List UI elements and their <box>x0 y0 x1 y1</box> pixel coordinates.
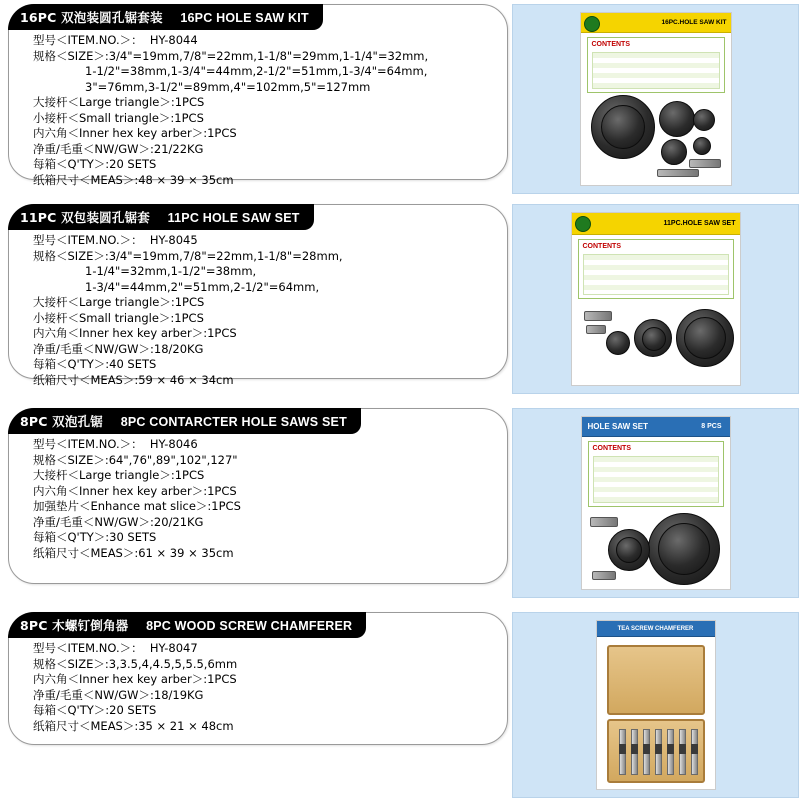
spec-line: 纸箱尺寸＜MEAS＞:61 × 39 × 35cm <box>33 545 234 560</box>
package-badge-3: 8 PCS <box>701 423 722 430</box>
chamferer-bit <box>655 729 662 775</box>
wooden-case-lid <box>607 719 705 783</box>
package-contents-title-3: CONTENTS <box>592 445 631 452</box>
product-block-3 <box>8 408 508 584</box>
hole-saw-blade <box>693 109 715 131</box>
product-title-cn: 8PC 木螺钉倒角器 <box>20 618 129 633</box>
spec-body-2 <box>9 205 507 400</box>
spec-line: 大接杆＜Large triangle＞:1PCS <box>33 95 205 109</box>
package-contents-grid <box>593 456 719 503</box>
spec-card-1 <box>8 4 508 187</box>
spec-line: 每箱＜Q'TY＞:20 SETS <box>33 703 157 717</box>
package-label-2: 11PC.HOLE SAW SET <box>663 220 736 227</box>
package-art-2 <box>571 212 741 386</box>
package-label-1: 16PC.HOLE SAW KIT <box>661 19 727 26</box>
arbor-shaft <box>584 311 612 321</box>
spec-line: 型号＜ITEM.NO.＞： HY-8047 <box>33 641 198 655</box>
hole-saw-blade <box>693 137 711 155</box>
product-title-cn: 16PC 双泡装圆孔锯套装 <box>20 10 163 25</box>
spec-line: 小接杆＜Small triangle＞:1PCS <box>33 110 204 125</box>
product-title-cn: 8PC 双泡孔锯 <box>20 414 103 429</box>
spec-line: 净重/毛重＜NW/GW＞:18/20KG <box>33 341 204 356</box>
hole-saw-blade <box>601 105 645 149</box>
spec-line: 纸箱尺寸＜MEAS＞:35 × 21 × 48cm <box>33 718 234 733</box>
spec-line: 3"=76mm,3-1/2"=89mm,4"=102mm,5"=127mm <box>85 79 371 94</box>
chamferer-bit <box>667 729 674 775</box>
chamferer-bit <box>631 729 638 775</box>
package-contents-panel-2 <box>578 239 734 299</box>
package-header-2 <box>572 213 740 235</box>
certification-badge-icon <box>575 216 591 232</box>
spec-line: 每箱＜Q'TY＞:20 SETS <box>33 157 157 171</box>
spec-card-2 <box>8 204 508 387</box>
product-title-en: 8PC WOOD SCREW CHAMFERER <box>146 619 353 633</box>
wooden-case <box>607 645 705 715</box>
hole-saw-blade <box>684 317 726 359</box>
spec-line: 每箱＜Q'TY＞:30 SETS <box>33 530 157 544</box>
package-contents-panel-1 <box>587 37 725 93</box>
package-art-4 <box>596 620 716 790</box>
spec-line: 内六角＜Inner hex key arber＞:1PCS <box>33 483 237 498</box>
product-title-4 <box>8 612 366 638</box>
package-contents-grid <box>583 254 729 295</box>
package-label-4: TEA SCREW CHAMFERER <box>617 626 694 632</box>
spec-line: 1-1/2"=38mm,1-3/4"=44mm,2-1/2"=51mm,1-3/4"=64mm, <box>85 64 428 78</box>
product-title-en: 16PC HOLE SAW KIT <box>180 11 309 25</box>
hole-saw-blade <box>606 331 630 355</box>
spec-line: 1-3/4"=44mm,2"=51mm,2-1/2"=64mm, <box>85 279 320 294</box>
spec-card-3 <box>8 408 508 584</box>
product-title-1 <box>8 4 323 30</box>
spec-line: 型号＜ITEM.NO.＞： HY-8044 <box>33 33 198 47</box>
product-title-2 <box>8 204 314 230</box>
package-contents-grid <box>592 52 720 89</box>
product-photo-4 <box>512 612 799 798</box>
spec-line: 型号＜ITEM.NO.＞： HY-8045 <box>33 233 198 247</box>
spec-line: 净重/毛重＜NW/GW＞:18/19KG <box>33 687 204 702</box>
product-title-cn: 11PC 双包装圆孔锯套 <box>20 210 150 225</box>
hole-saw-blade <box>616 537 642 563</box>
package-art-1 <box>580 12 732 186</box>
hole-saw-blade <box>659 101 695 137</box>
spec-line: 内六角＜Inner hex key arber＞:1PCS <box>33 326 237 340</box>
spec-line: 规格＜SIZE＞:3/4"=19mm,7/8"=22mm,1-1/8"=28mm, <box>33 248 343 263</box>
chamferer-bit <box>643 729 650 775</box>
spec-line: 每箱＜Q'TY＞:40 SETS <box>33 357 157 371</box>
product-photo-2 <box>512 204 799 394</box>
spec-body-1 <box>9 5 507 200</box>
chamferer-bit <box>679 729 686 775</box>
spec-line: 1-1/4"=32mm,1-1/2"=38mm, <box>85 264 257 278</box>
package-label-3: HOLE SAW SET <box>587 422 648 431</box>
package-contents-panel-3 <box>588 441 724 507</box>
spec-line: 规格＜SIZE＞:3,3.5,4,4.5,5,5.5,6mm <box>33 656 238 671</box>
spec-line: 内六角＜Inner hex key arber＞:1PCS <box>33 672 237 686</box>
arbor-shaft <box>689 159 721 168</box>
spec-line: 型号＜ITEM.NO.＞： HY-8046 <box>33 437 198 451</box>
spec-line: 规格＜SIZE＞:3/4"=19mm,7/8"=22mm,1-1/8"=29mm,1-1/4"=32mm, <box>33 48 429 63</box>
package-art-3 <box>581 416 731 590</box>
spec-line: 加强垫片＜Enhance mat slice＞:1PCS <box>33 499 241 513</box>
product-title-3 <box>8 408 361 434</box>
product-block-2 <box>8 204 508 387</box>
spec-line: 小接杆＜Small triangle＞:1PCS <box>33 310 204 325</box>
spec-line: 纸箱尺寸＜MEAS＞:59 × 46 × 34cm <box>33 372 234 387</box>
hole-saw-blade <box>658 523 710 575</box>
spec-line: 纸箱尺寸＜MEAS＞:48 × 39 × 35cm <box>33 172 234 187</box>
spec-line: 大接杆＜Large triangle＞:1PCS <box>33 295 205 309</box>
product-title-en: 11PC HOLE SAW SET <box>167 211 300 225</box>
chamferer-bit <box>619 729 626 775</box>
product-block-4 <box>8 612 508 745</box>
product-block-1 <box>8 4 508 187</box>
package-contents-title-2: CONTENTS <box>582 243 621 250</box>
package-contents-title-1: CONTENTS <box>591 41 630 48</box>
hole-saw-blade <box>661 139 687 165</box>
package-header-3 <box>582 417 730 437</box>
spec-line: 净重/毛重＜NW/GW＞:20/21KG <box>33 514 204 529</box>
spec-line: 净重/毛重＜NW/GW＞:21/22KG <box>33 141 204 156</box>
spec-line: 规格＜SIZE＞:64",76",89",102",127" <box>33 452 238 467</box>
arbor-shaft <box>586 325 606 334</box>
arbor-shaft <box>657 169 699 177</box>
package-header-1 <box>581 13 731 33</box>
package-header-4 <box>597 621 715 637</box>
certification-badge-icon <box>584 16 600 32</box>
spec-line: 内六角＜Inner hex key arber＞:1PCS <box>33 126 237 140</box>
arbor-shaft <box>590 517 618 527</box>
hole-saw-blade <box>642 327 666 351</box>
product-photo-1 <box>512 4 799 194</box>
product-photo-3 <box>512 408 799 598</box>
arbor-shaft <box>592 571 616 580</box>
product-title-en: 8PC CONTARCTER HOLE SAWS SET <box>120 415 347 429</box>
spec-line: 大接杆＜Large triangle＞:1PCS <box>33 468 205 482</box>
chamferer-bit <box>691 729 698 775</box>
spec-card-4 <box>8 612 508 745</box>
